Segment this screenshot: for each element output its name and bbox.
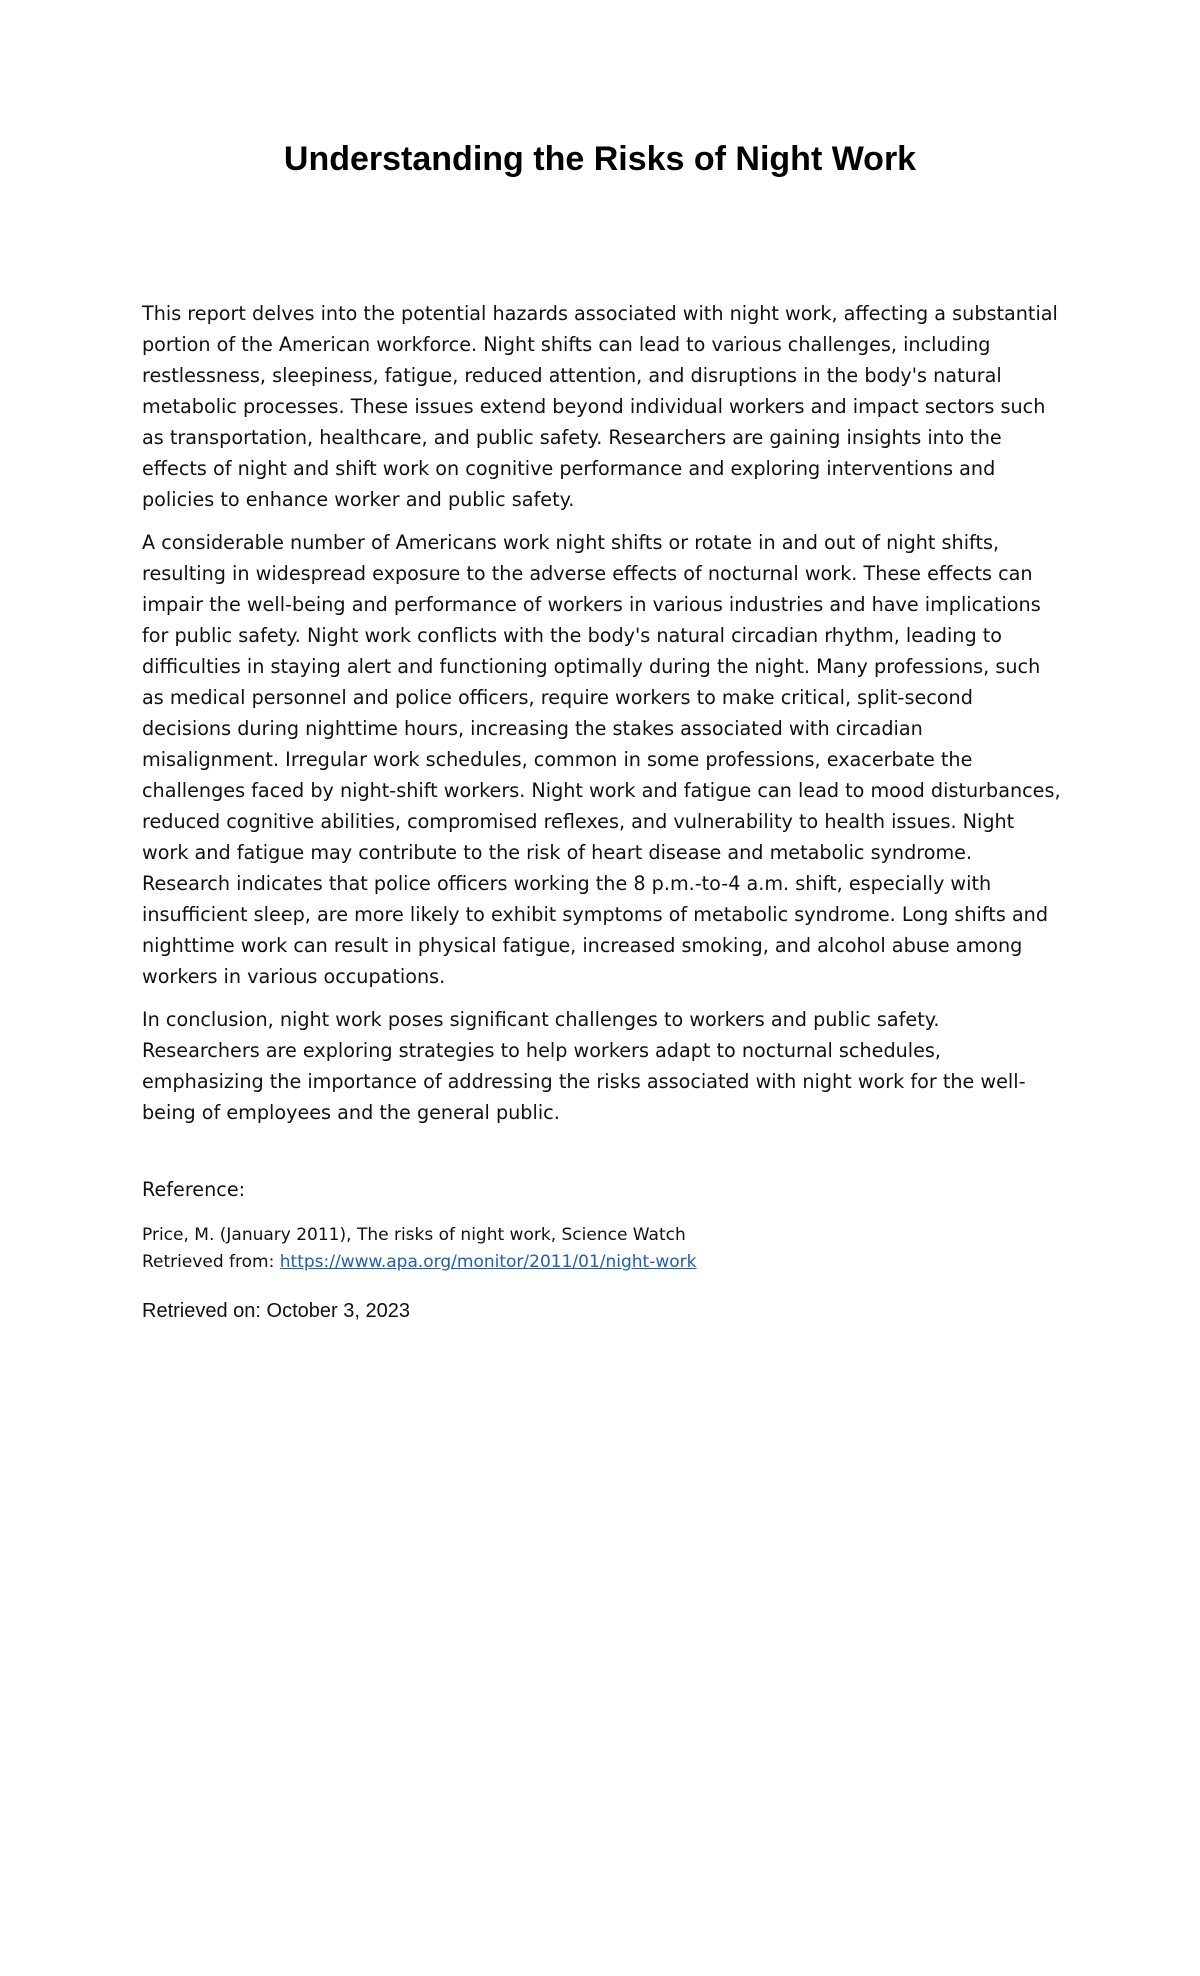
reference-url-link[interactable]: https://www.apa.org/monitor/2011/01/night-work <box>279 1252 697 1272</box>
reference-heading: Reference: <box>142 1178 246 1201</box>
paragraph-intro: This report delves into the potential hazards associated with night work, affecting a substantial portion of the American workforce. Night shifts can lead to various challenges, including restlessness, sleepiness, fatigue, reduced attention, and disruptions in the body's natural metabolic processes. These issues extend beyond individual workers and impact sectors such as transportation, healthcare, and public safety. Researchers are gaining insights into the effects of night and shift work on cognitive performance and exploring interventions and policies to enhance worker and public safety. <box>142 302 1058 511</box>
document-body <box>142 298 1062 1140</box>
retrieved-on-date: Retrieved on: October 3, 2023 <box>142 1300 410 1322</box>
document-title: Understanding the Risks of Night Work <box>283 140 917 178</box>
citation-text: Price, M. (January 2011), The risks of night work, Science Watch <box>142 1225 686 1245</box>
reference-citation-block <box>142 1222 697 1276</box>
paragraph-conclusion: In conclusion, night work poses significant challenges to workers and public safety. Researchers are exploring strategies to help workers adapt to nocturnal schedules, emphasizing the importance of addressing the risks associated with night work for the well-being of employees and the general public. <box>142 1008 1026 1124</box>
retrieved-from-line <box>142 1249 697 1276</box>
retrieved-from-label: Retrieved from: <box>142 1252 280 1272</box>
paragraph-effects: A considerable number of Americans work night shifts or rotate in and out of night shifts, resulting in widespread exposure to the adverse effects of nocturnal work. These effects can impair the well-being and performance of workers in various industries and have implications for public safety. Night work conflicts with the body's natural circadian rhythm, leading to difficulties in staying alert and functioning optimally during the night. Many professions, such as medical personnel and police officers, require workers to make critical, split-second decisions during nighttime hours, increasing the stakes associated with circadian misalignment. Irregular work schedules, common in some professions, exacerbate the challenges faced by night-shift workers. Night work and fatigue can lead to mood disturbances, reduced cognitive abilities, compromised reflexes, and vulnerability to health issues. Night work and fatigue may contribute to the risk of heart disease and metabolic syndrome. Research indicates that police officers working the 8 p.m.-to-4 a.m. shift, especially with insufficient sleep, are more likely to exhibit symptoms of metabolic syndrome. Long shifts and nighttime work can result in physical fatigue, increased smoking, and alcohol abuse among workers in various occupations. <box>142 531 1061 988</box>
